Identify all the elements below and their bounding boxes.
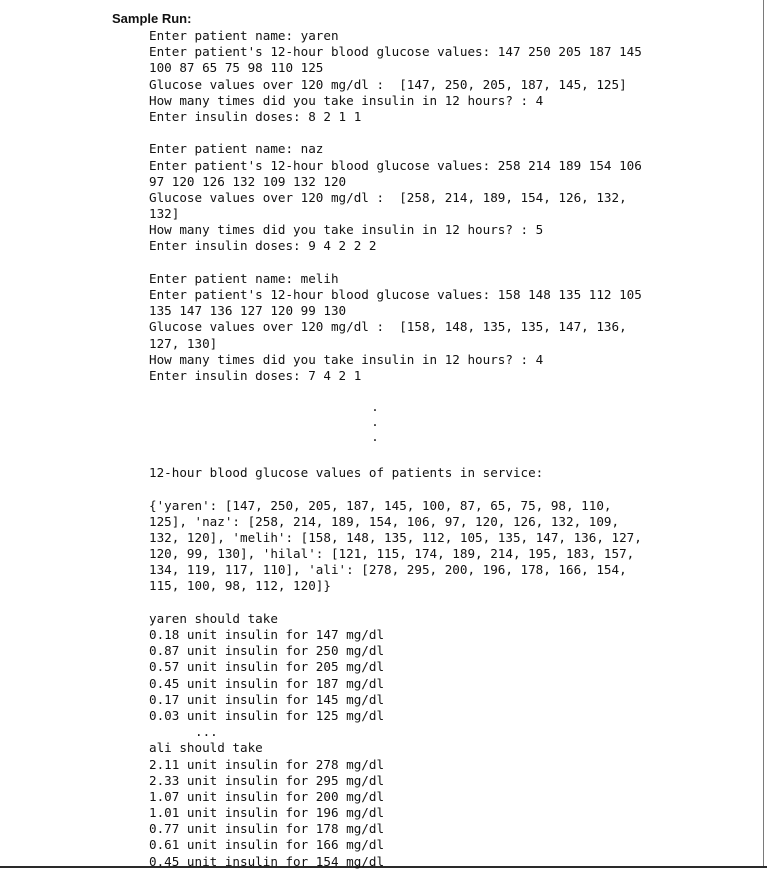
dict-line: 134, 119, 117, 110], 'ali': [278, 295, 200, 196, 178, 166, 154,	[149, 562, 627, 578]
run-over-line: 132]	[149, 206, 180, 222]
dict-line: 120, 99, 130], 'hilal': [121, 115, 174, 189, 214, 195, 183, 157,	[149, 546, 635, 562]
dict-line: 132, 120], 'melih': [158, 148, 135, 112, 105, 135, 147, 136, 127,	[149, 529, 642, 545]
dose-line: 2.11 unit insulin for 278 mg/dl	[149, 756, 385, 772]
run-values-line: Enter patient's 12-hour blood glucose values: 258 214 189 154 106	[149, 157, 642, 173]
dose-line: 1.07 unit insulin for 200 mg/dl	[149, 788, 385, 804]
run-values-line: 100 87 65 75 98 110 125	[149, 60, 324, 76]
run-over-line: Glucose values over 120 mg/dl : [158, 148, 135, 135, 147, 136,	[149, 319, 627, 335]
dose-line: 1.01 unit insulin for 196 mg/dl	[149, 805, 385, 821]
dose-line: 2.33 unit insulin for 295 mg/dl	[149, 772, 385, 788]
run-values-line: Enter patient's 12-hour blood glucose values: 147 250 205 187 145	[149, 44, 642, 60]
service-header: 12-hour blood glucose values of patients in service:	[149, 465, 544, 481]
run-times-line: How many times did you take insulin in 12 hours? : 4	[149, 351, 544, 367]
run-doses-line: Enter insulin doses: 9 4 2 2 2	[149, 238, 377, 254]
dose-line: 0.45 unit insulin for 154 mg/dl	[149, 853, 385, 869]
dose-line: 0.87 unit insulin for 250 mg/dl	[149, 643, 385, 659]
dose-line: 0.17 unit insulin for 145 mg/dl	[149, 691, 385, 707]
run-doses-line: Enter insulin doses: 7 4 2 1	[149, 367, 362, 383]
vertical-ellipsis	[370, 400, 380, 445]
inline-ellipsis: ...	[195, 724, 218, 740]
dose-line: 0.61 unit insulin for 166 mg/dl	[149, 837, 385, 853]
page-right-border	[763, 0, 764, 866]
run-over-line: 127, 130]	[149, 335, 218, 351]
run-times-line: How many times did you take insulin in 12 hours? : 5	[149, 222, 544, 238]
console-output	[149, 28, 749, 870]
patient-dose-header: yaren should take	[149, 610, 278, 626]
run-values-line: Enter patient's 12-hour blood glucose values: 158 148 135 112 105	[149, 287, 642, 302]
run-doses-line: Enter insulin doses: 8 2 1 1	[149, 108, 362, 124]
run-over-line: Glucose values over 120 mg/dl : [147, 250, 205, 187, 145, 125]	[149, 76, 627, 92]
dict-line: 115, 100, 98, 112, 120]}	[149, 578, 331, 594]
dose-line: 0.45 unit insulin for 187 mg/dl	[149, 675, 385, 691]
dose-line: 0.77 unit insulin for 178 mg/dl	[149, 821, 385, 837]
ellipsis-dot: .	[371, 415, 379, 429]
run-values-line: 135 147 136 127 120 99 130	[149, 303, 347, 319]
dose-line: 0.18 unit insulin for 147 mg/dl	[149, 627, 385, 642]
run-values-line: 97 120 126 132 109 132 120	[149, 173, 347, 189]
run-times-line: How many times did you take insulin in 12 hours? : 4	[149, 92, 544, 108]
run-name-line: Enter patient name: yaren	[149, 28, 339, 43]
section-label: Sample Run:	[112, 11, 192, 26]
ellipsis-dot: .	[371, 400, 379, 414]
run-name-line: Enter patient name: naz	[149, 141, 324, 157]
run-name-line: Enter patient name: melih	[149, 270, 339, 286]
dict-line: {'yaren': [147, 250, 205, 187, 145, 100, 87, 65, 75, 98, 110,	[149, 497, 612, 513]
dose-line: 0.57 unit insulin for 205 mg/dl	[149, 659, 385, 675]
dose-line: 0.03 unit insulin for 125 mg/dl	[149, 707, 385, 723]
dict-line: 125], 'naz': [258, 214, 189, 154, 106, 97, 120, 126, 132, 109,	[149, 513, 620, 529]
patient-dose-header: ali should take	[149, 740, 263, 756]
run-over-line: Glucose values over 120 mg/dl : [258, 214, 189, 154, 126, 132,	[149, 189, 627, 205]
ellipsis-dot: .	[371, 430, 379, 444]
